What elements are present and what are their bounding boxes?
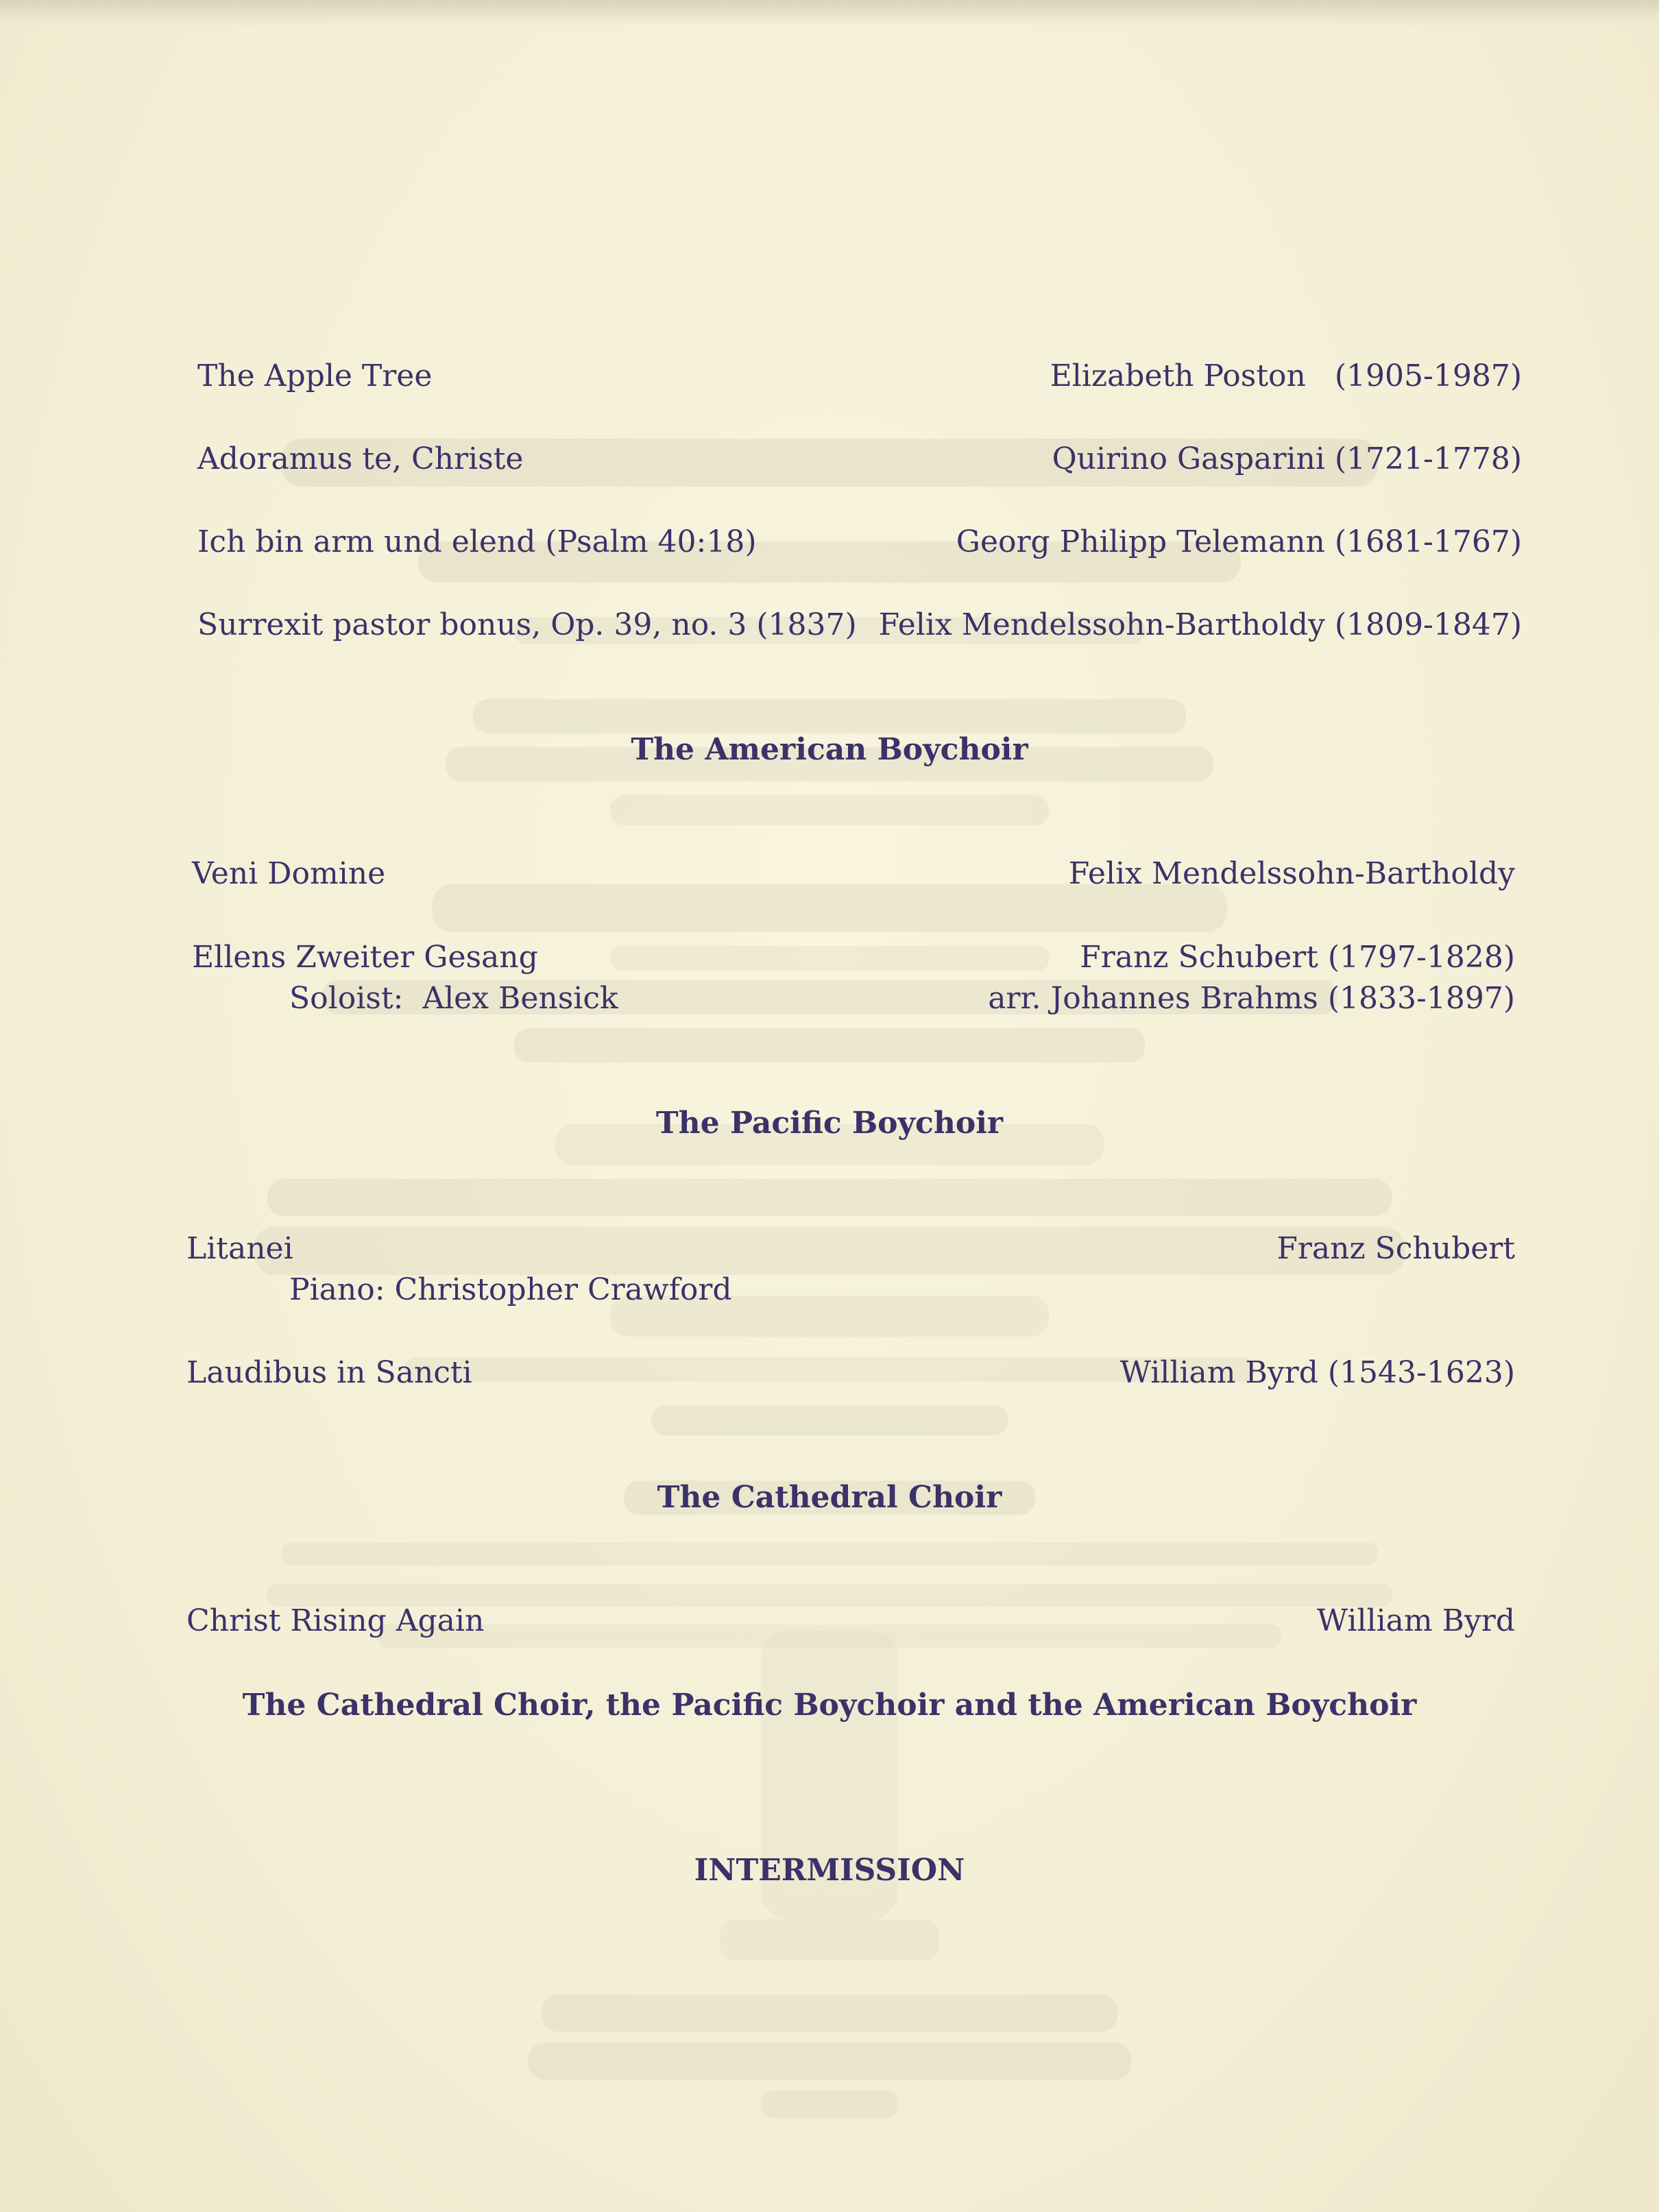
performer-heading: The Cathedral Choir [657, 1480, 1002, 1515]
arranger: arr. Johannes Brahms (1833-1897) [988, 981, 1515, 1016]
composer: Georg Philipp Telemann (1681-1767) [956, 524, 1522, 559]
performer-heading: The Pacific Boychoir [655, 1106, 1004, 1141]
piece-title: The Apple Tree [197, 358, 433, 393]
piece-title: Ellens Zweiter Gesang [192, 940, 538, 975]
performer-heading: The American Boychoir [631, 732, 1028, 767]
composer: Elizabeth Poston (1905-1987) [1050, 358, 1522, 393]
composer: Franz Schubert [1276, 1231, 1515, 1266]
piece-title: Christ Rising Again [186, 1603, 485, 1638]
piece-title: Ich bin arm und elend (Psalm 40:18) [197, 524, 757, 559]
composer: William Byrd (1543-1623) [1119, 1355, 1515, 1390]
piece-title: Adoramus te, Christe [197, 441, 524, 476]
piece-title: Litanei [186, 1231, 293, 1266]
piece-title: Surrexit pastor bonus, Op. 39, no. 3 (1837) [197, 607, 857, 642]
composer: Quirino Gasparini (1721-1778) [1052, 441, 1522, 476]
page-top-edge [0, 0, 1659, 27]
composer: Franz Schubert (1797-1828) [1080, 940, 1515, 975]
piece-title: Laudibus in Sancti [186, 1355, 472, 1390]
composer: Felix Mendelssohn-Bartholdy [1068, 856, 1515, 891]
accompanist: Piano: Christopher Crawford [289, 1272, 732, 1307]
performer-heading: The Cathedral Choir, the Pacific Boychoir and the American Boychoir [242, 1688, 1417, 1723]
composer: Felix Mendelssohn-Bartholdy (1809-1847) [878, 607, 1522, 642]
composer: William Byrd [1316, 1603, 1515, 1638]
intermission-heading: INTERMISSION [694, 1853, 965, 1888]
soloist: Soloist: Alex Bensick [289, 981, 618, 1016]
piece-title: Veni Domine [192, 856, 386, 891]
